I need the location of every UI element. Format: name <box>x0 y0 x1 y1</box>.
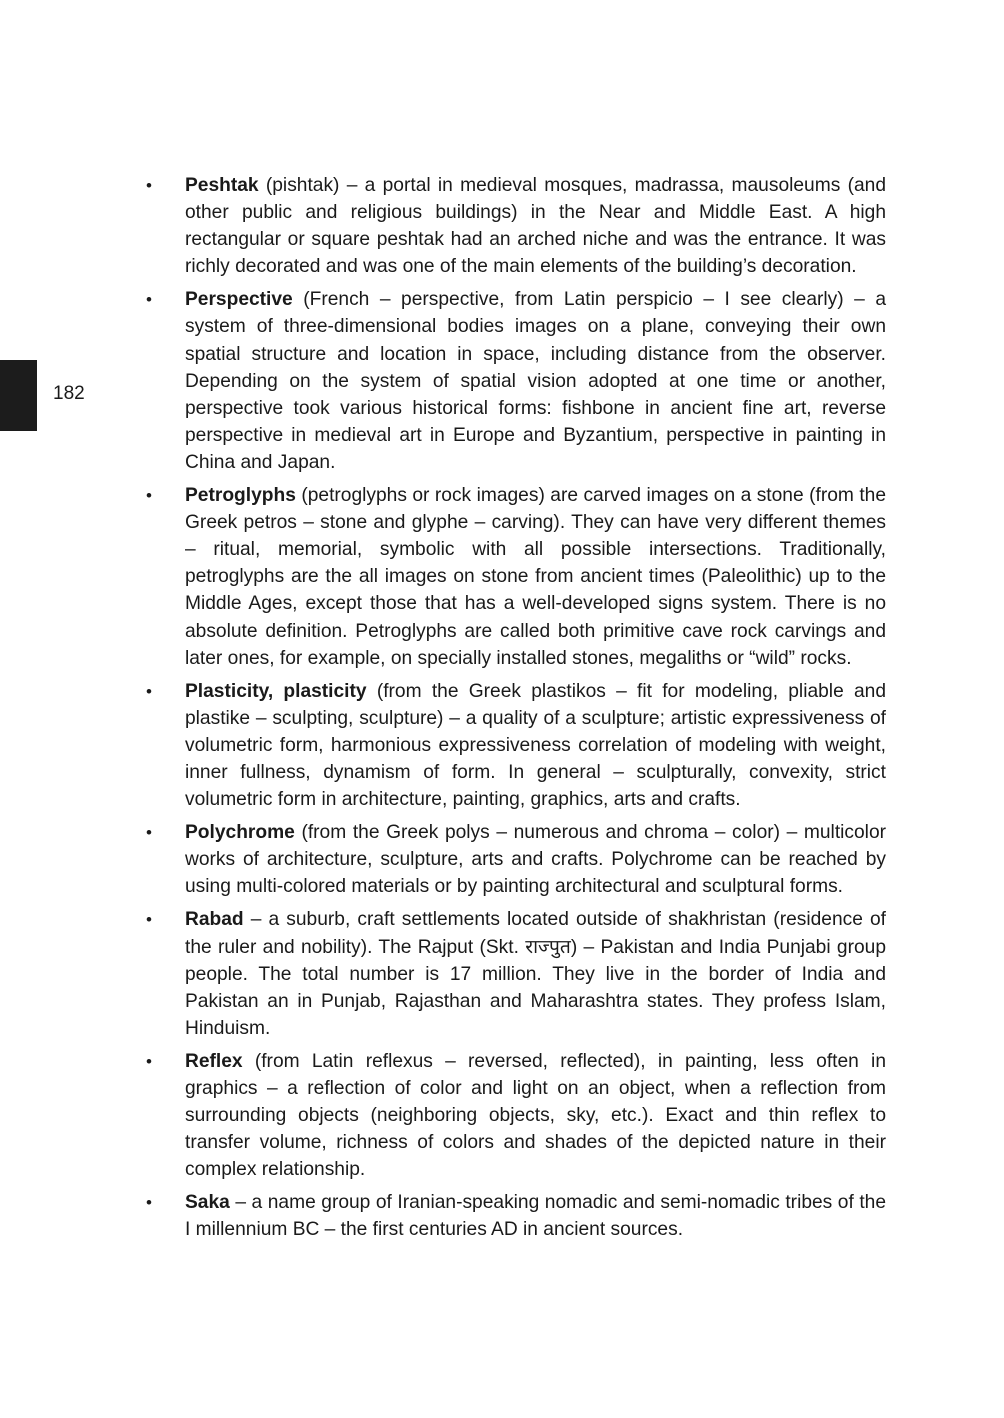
page-edge-tab <box>0 360 37 431</box>
entry-definition: (from the Greek polys – numerous and chroma – color) – multicolor works of architecture, sculpture, arts and crafts. Polychrome can be reached by using multi-colored materials or by painting architectural and sculptural forms. <box>185 822 886 898</box>
entry-term: Polychrome <box>185 822 295 844</box>
entry-term: Reflex <box>185 1050 243 1072</box>
bullet-icon: • <box>146 176 152 195</box>
entry-definition: (from Latin reflexus – reversed, reflected), in painting, less often in graphics – a reflection of color and light on an object, when a reflection from surrounding objects (neighboring objects, sky, etc.). Exact and thin reflex to transfer volume, richness of colors and shades of the depicted nature in their complex relationship. <box>185 1050 886 1181</box>
bullet-icon: • <box>146 486 152 506</box>
glossary-entry-polychrome <box>146 819 886 900</box>
bullet-icon: • <box>146 910 152 930</box>
entry-definition: (from the Greek plastikos – fit for modeling, pliable and plastike – sculpting, sculpture) – a quality of a sculpture; artistic expressiveness of volumetric form, harmonious expressiveness correlation of modeling with weight, inner fullness, dynamism of form. In general – sculpturally, convexity, strict volumetric form in architecture, painting, graphics, arts and crafts. <box>185 680 886 811</box>
bullet-icon: • <box>146 290 152 310</box>
entry-term: Perspective <box>185 289 293 311</box>
entry-term: Saka <box>185 1192 230 1214</box>
glossary-entry-peshtak <box>146 172 886 280</box>
entry-definition: – a suburb, craft settlements located outside of shakhristan (residence of the ruler and nobility). The Rajput (Skt. राज्पुत) – Pakistan and India Punjabi group people. The total number is 17 million. They live in the border of India and Pakistan an in Punjab, Rajasthan and Maharashtra states. They profess Islam, Hinduism. <box>185 909 886 1039</box>
bullet-icon: • <box>146 823 152 843</box>
glossary-entry-rabad <box>146 906 886 1041</box>
entry-definition: (pishtak) – a portal in medieval mosques, madrassa, mausoleums (and other public and religious buildings) in the Near and Middle East. A high rectangular or square peshtak had an arched niche and was the entrance. It was richly decorated and was one of the main elements of the building’s decoration. <box>185 175 886 278</box>
entry-definition: (French – perspective, from Latin perspicio – I see clearly) – a system of three-dimensional bodies images on a plane, conveying their own spatial structure and location in space, including distance from the observer. Depending on the system of spatial vision adopted at one time or another, perspective took various historical forms: fishbone in ancient fine art, reverse perspective in medieval art in Europe and Byzantium, perspective in painting in China and Japan. <box>185 289 886 473</box>
entry-term: Rabad <box>185 909 244 931</box>
glossary-entry-reflex <box>146 1048 886 1183</box>
entry-term: Plasticity, plasticity <box>185 680 367 702</box>
glossary-entry-perspective <box>146 286 886 476</box>
entry-definition: (petroglyphs or rock images) are carved images on a stone (from the Greek petros – stone and glyphe – carving). They can have very different themes – ritual, memorial, symbolic with all possible intersections. Traditionally, petroglyphs are the all images on stone from ancient times (Paleolithic) up to the Middle Ages, except those that has a well-developed signs system. There is no absolute definition. Petroglyphs are called both primitive cave rock carvings and later ones, for example, on specially installed stones, megaliths or “wild” rocks. <box>185 485 886 669</box>
entry-definition: – a name group of Iranian-speaking nomadic and semi-nomadic tribes of the I millennium BC – the first centuries AD in ancient sources. <box>185 1192 886 1241</box>
glossary-list <box>146 172 886 1250</box>
glossary-entry-plasticity <box>146 678 886 813</box>
bullet-icon: • <box>146 1193 152 1213</box>
glossary-entry-petroglyphs <box>146 482 886 672</box>
bullet-icon: • <box>146 681 152 701</box>
page-number: 182 <box>53 383 85 404</box>
glossary-entry-saka <box>146 1189 886 1243</box>
entry-term: Peshtak <box>185 175 259 196</box>
bullet-icon: • <box>146 1051 152 1071</box>
entry-term: Petroglyphs <box>185 485 296 507</box>
